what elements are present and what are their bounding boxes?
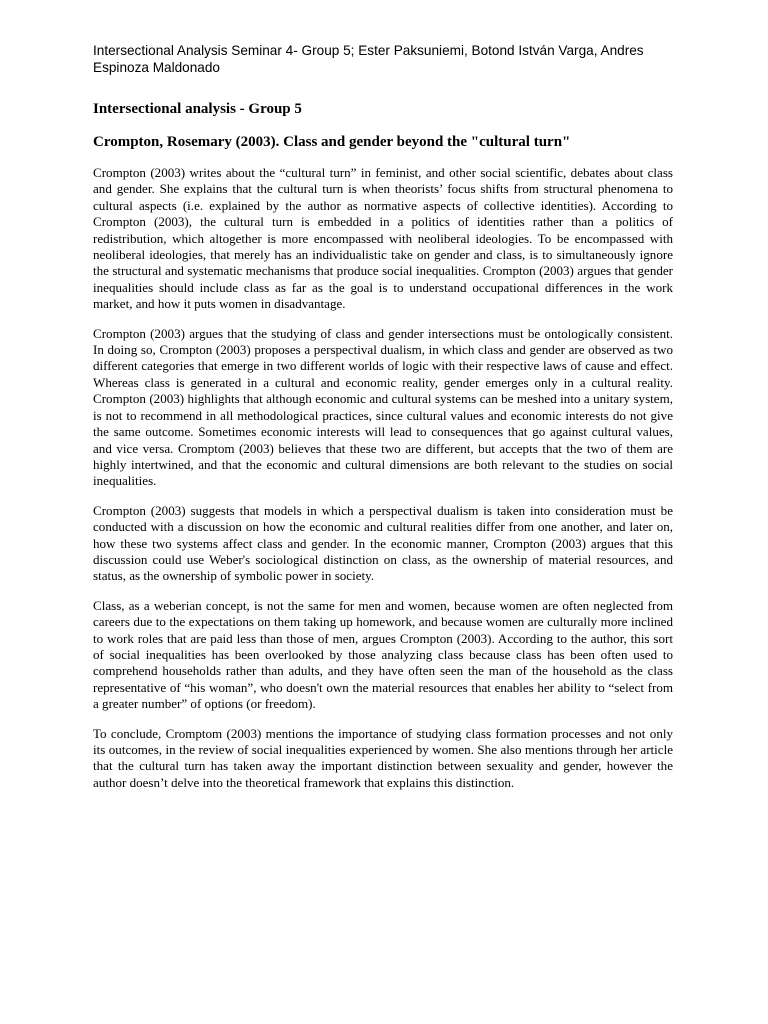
document-title: Intersectional analysis - Group 5 <box>93 101 302 117</box>
reference-heading: Crompton, Rosemary (2003). Class and gender beyond the "cultural turn" <box>93 134 571 150</box>
paragraph-5: To conclude, Cromptom (2003) mentions the importance of studying class formation processes and not only its outcomes, in the review of social inequalities experienced by women. She also mentions through her article that the cultural turn has taken away the important distinction between sexuality and gender, however the author doesn’t delve into the theoretical framework that explains this distinction. <box>93 725 673 790</box>
document-body <box>93 165 673 804</box>
paragraph-4: Class, as a weberian concept, is not the same for men and women, because women are often neglected from careers due to the expectations on them taking up homework, and because women are culturally more inclined to work roles that are paid less than those of men, argues Crompton (2003). According to the author, this sort of social inequalities has been overlooked by those analyzing class because class has been often used to comprehend households rather than adults, and they have often seen the man of the household as the class representative of “his woman”, who doesn't own the material resources that enables her ability to “select from a greater number” of options (or freedom). <box>93 597 673 712</box>
page-header: Intersectional Analysis Seminar 4- Group 5; Ester Paksuniemi, Botond István Varga, Andres Espinoza Maldonado <box>93 43 644 75</box>
paragraph-1: Crompton (2003) writes about the “cultural turn” in feminist, and other social scientific, debates about class and gender. She explains that the cultural turn is when theorists’ focus shifts from structural phenomena to cultural aspects (i.e. explained by the author as normative aspects of collective identities). According to Crompton (2003), the cultural turn is embedded in a politics of identities rather than a politics of redistribution, which altogether is more encompassed with neoliberal ideologies. To be encompassed with neoliberal ideologies, that merely has an individualistic take on gender and class, is to simultaneously ignore the structural and systematic mechanisms that produce social inequalities. Crompton (2003) argues that gender inequalities should include class as far as the goal is to understand occupational differences in the work market, and how it puts women in disadvantage. <box>93 165 673 312</box>
paragraph-2: Crompton (2003) argues that the studying of class and gender intersections must be ontologically consistent. In doing so, Crompton (2003) proposes a perspectival dualism, in which class and gender are observed as two different categories that emerge in two different worlds of logic with their respective laws of cause and effect. Whereas class is generated in a cultural and economic reality, gender emerges only in a cultural reality. Crompton (2003) highlights that although economic and cultural systems can be meshed into a unitary system, is not to recommend in all methodological practices, since cultural values and economic interests do not give the same outcome. Sometimes economic interests will lead to consequences that go against cultural values, and vice versa. Cromptom (2003) believes that these two are different, but accepts that the two of them are highly intertwined, and that the economic and cultural dimensions are both relevant to the studies on social inequalities. <box>93 325 673 489</box>
paragraph-3: Crompton (2003) suggests that models in which a perspectival dualism is taken into consideration must be conducted with a discussion on how the economic and cultural realities differ from one another, and later on, how these two systems affect class and gender. In the economic manner, Crompton (2003) argues that this discussion could use Weber's sociological distinction on class, as the ownership of material resources, and status, as the ownership of symbolic power in society. <box>93 502 673 584</box>
